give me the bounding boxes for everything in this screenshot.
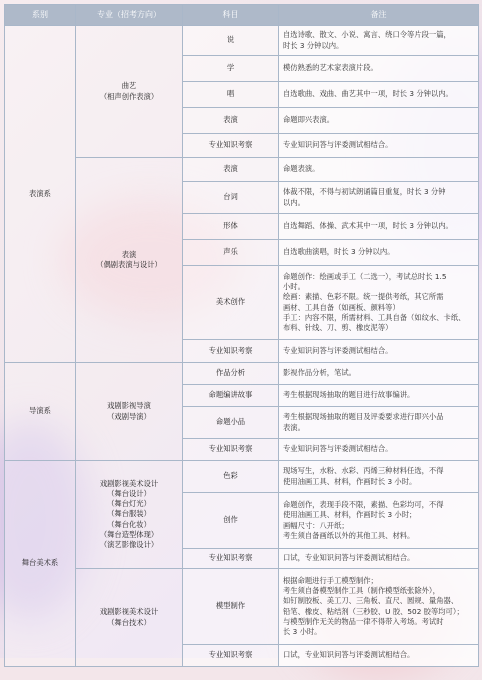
header-subject: 科目 [183, 5, 279, 26]
table-row [5, 26, 479, 56]
subject-cell: 作品分析 [183, 363, 279, 385]
major-stage-tech: 戏剧影视美术设计 （舞台技术） [76, 569, 183, 667]
subject-cell: 表演 [183, 108, 279, 134]
remark-cell: 自选歌曲、戏曲、曲艺其中一项，时长 3 分钟以内。 [279, 82, 479, 108]
header-dept: 系别 [5, 5, 76, 26]
header-major: 专业（招考方向） [76, 5, 183, 26]
remark-cell: 专业知识问答与评委测试相结合。 [279, 134, 479, 158]
major-quyi: 曲艺 （相声创作表演） [76, 26, 183, 158]
table-header-row [5, 5, 479, 26]
remark-cell: 专业知识问答与评委测试相结合。 [279, 340, 479, 363]
dept-performance: 表演系 [5, 26, 76, 363]
remark-cell: 命题创作，表现手段不限，素描、色彩均可，不得 使用油画工具、材料，作画时长 3 小时； 画幅尺寸：八开纸； 考生须自备画纸以外的其他工具、材料。 [279, 493, 479, 549]
remark-cell: 命题创作：绘画或手工（二选一），考试总时长 1.5 小时。 绘画：素描、色彩不限。统一提供考纸，其它所需 画材、工具自备（如画板、颜料等） 手工：内容不限，所需材料、工具自备（如纹水、卡纸、 布料、针线、刀、剪、橡皮泥等） [279, 266, 479, 340]
exam-subjects-table [4, 4, 479, 667]
subject-cell: 专业知识考察 [183, 549, 279, 569]
subject-cell: 台词 [183, 182, 279, 214]
subject-cell: 命题小品 [183, 407, 279, 439]
subject-cell: 命题编讲故事 [183, 385, 279, 407]
remark-cell: 自选舞蹈、体操、武术其中一项，时长 3 分钟以内。 [279, 214, 479, 240]
remark-cell: 专业知识问答与评委测试相结合。 [279, 439, 479, 461]
remark-cell: 影视作品分析，笔试。 [279, 363, 479, 385]
subject-cell: 唱 [183, 82, 279, 108]
subject-cell: 专业知识考察 [183, 134, 279, 158]
remark-cell: 自选诗歌、散文、小说、寓言、绕口令等片段一篇， 时长 3 分钟以内。 [279, 26, 479, 56]
subject-cell: 专业知识考察 [183, 340, 279, 363]
remark-cell: 考生根据现场抽取的题目及评委要求进行即兴小品 表演。 [279, 407, 479, 439]
remark-cell: 命题表演。 [279, 158, 479, 182]
subject-cell: 美术创作 [183, 266, 279, 340]
remark-cell: 现场写生，水粉、水彩、丙烯三种材料任选，不得 使用油画工具、材料，作画时长 3 小时。 [279, 461, 479, 493]
subject-cell: 专业知识考察 [183, 645, 279, 667]
remark-cell: 口试，专业知识问答与评委测试相结合。 [279, 645, 479, 667]
table-row [5, 363, 479, 385]
remark-cell: 考生根据现场抽取的题目进行故事编讲。 [279, 385, 479, 407]
remark-cell: 体裁不限，不得与初试朗诵篇目重复，时长 3 分钟 以内。 [279, 182, 479, 214]
table-row [5, 569, 479, 645]
major-daoyan: 戏剧影视导演 （戏剧导演） [76, 363, 183, 461]
remark-cell: 口试，专业知识问答与评委测试相结合。 [279, 549, 479, 569]
major-stage-design: 戏剧影视美术设计 （舞台设计） （舞台灯光） （舞台服装） （舞台化妆） （舞台造型体现） （演艺影像设计） [76, 461, 183, 569]
table-row [5, 158, 479, 182]
subject-cell: 学 [183, 56, 279, 82]
subject-cell: 专业知识考察 [183, 439, 279, 461]
subject-cell: 形体 [183, 214, 279, 240]
dept-directing: 导演系 [5, 363, 76, 461]
subject-cell: 色彩 [183, 461, 279, 493]
subject-cell: 说 [183, 26, 279, 56]
remark-cell: 命题即兴表演。 [279, 108, 479, 134]
subject-cell: 创作 [183, 493, 279, 549]
remark-cell: 模仿熟悉的艺术家表演片段。 [279, 56, 479, 82]
major-biaoyan: 表演 （偶剧表演与设计） [76, 158, 183, 363]
dept-stage: 舞台美术系 [5, 461, 76, 667]
subject-cell: 表演 [183, 158, 279, 182]
table-row [5, 461, 479, 493]
remark-cell: 自选歌曲演唱，时长 3 分钟以内。 [279, 240, 479, 266]
subject-cell: 声乐 [183, 240, 279, 266]
subject-cell: 模型制作 [183, 569, 279, 645]
header-remark: 备注 [279, 5, 479, 26]
remark-cell: 根据命题进行手工模型制作； 考生须自备模型制作工具（制作模型纸张除外）， 如钉制胶板、美工刀、三角板、直尺、圆规、量角器、 铅笔、橡皮、粘结剂（三秒胶、U 胶、502 胶等均可）； 与模型制作无关的物品一律不得带入考场。考试时 长 3 小时。 [279, 569, 479, 645]
